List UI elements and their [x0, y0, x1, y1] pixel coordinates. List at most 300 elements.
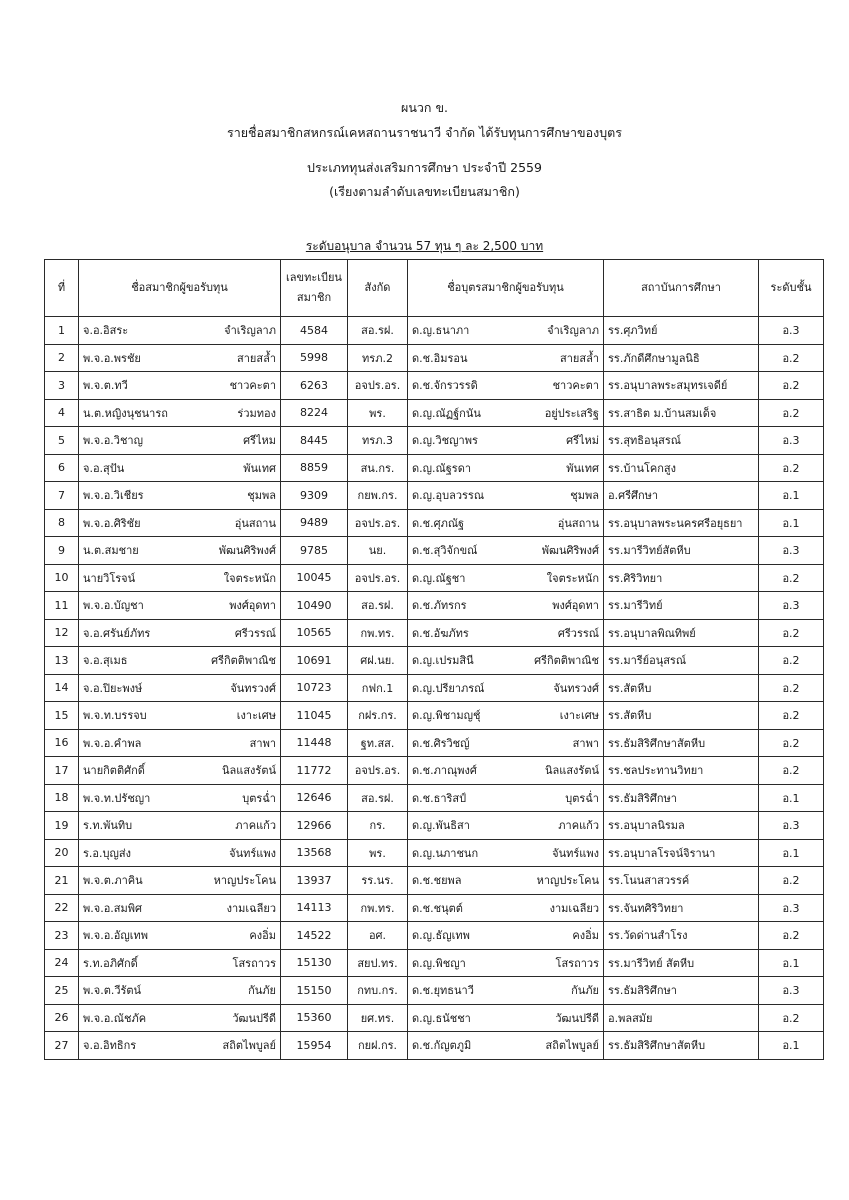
cell-level: อ.2	[759, 1004, 824, 1032]
cell-child	[408, 1004, 604, 1032]
member-first-name: พ.จ.อ.สมพิศ	[83, 901, 142, 915]
cell-level: อ.3	[759, 977, 824, 1005]
cell-member	[79, 922, 281, 950]
cell-child	[408, 344, 604, 372]
member-last-name: หาญประโคน	[213, 874, 276, 888]
member-last-name: ร่วมทอง	[237, 406, 276, 420]
table-row	[45, 647, 824, 675]
cell-member	[79, 344, 281, 372]
member-last-name: สาพา	[249, 736, 276, 750]
cell-reg-no: 15360	[281, 1004, 348, 1032]
cell-child	[408, 592, 604, 620]
cell-level: อ.2	[759, 372, 824, 400]
cell-no: 12	[45, 619, 79, 647]
member-first-name: จ.อ.สุปัน	[83, 461, 125, 475]
table-row	[45, 592, 824, 620]
cell-reg-no: 13568	[281, 839, 348, 867]
cell-level: อ.2	[759, 564, 824, 592]
table-row	[45, 1004, 824, 1032]
cell-level: อ.1	[759, 482, 824, 510]
cell-member	[79, 812, 281, 840]
cell-unit: ยศ.ทร.	[348, 1004, 408, 1032]
cell-unit: สอ.รฝ.	[348, 784, 408, 812]
cell-level: อ.2	[759, 867, 824, 895]
child-last-name: พงศ์อุดทา	[552, 599, 599, 613]
cell-no: 10	[45, 564, 79, 592]
cell-reg-no: 14522	[281, 922, 348, 950]
child-last-name: ชุมพล	[570, 489, 599, 503]
cell-reg-no: 10723	[281, 674, 348, 702]
child-first-name: ด.ช.สุวิจักขณ์	[412, 544, 478, 558]
child-last-name: สายสล้ำ	[560, 351, 599, 365]
col-header-reg-line2: สมาชิก	[296, 291, 332, 304]
member-first-name: ร.อ.บุญส่ง	[83, 846, 131, 860]
member-last-name: สถิตไพบูลย์	[222, 1039, 276, 1053]
child-first-name: ด.ญ.ณัฐชา	[412, 571, 466, 585]
cell-no: 9	[45, 537, 79, 565]
table-row	[45, 344, 824, 372]
cell-school: รร.สัตหีบ	[604, 702, 759, 730]
cell-level: อ.3	[759, 317, 824, 345]
table-row	[45, 867, 824, 895]
child-first-name: ด.ช.อัฆภัทร	[412, 626, 469, 640]
cell-child	[408, 619, 604, 647]
cell-school: รร.โนนสาสวรรค์	[604, 867, 759, 895]
child-last-name: ภาคแก้ว	[558, 819, 599, 833]
member-first-name: พ.จ.อ.วิชาญ	[83, 434, 143, 448]
cell-school: รร.ธัมสิริศึกษา	[604, 977, 759, 1005]
child-last-name: บุตรฉ่ำ	[565, 791, 599, 805]
cell-child	[408, 647, 604, 675]
col-header-child: ชื่อบุตรสมาชิกผู้ขอรับทุน	[408, 260, 604, 317]
member-first-name: พ.จ.อ.คำพล	[83, 736, 142, 750]
table-row	[45, 317, 824, 345]
cell-level: อ.2	[759, 454, 824, 482]
member-first-name: พ.จ.อ.ศิริชัย	[83, 516, 141, 530]
cell-child	[408, 977, 604, 1005]
member-last-name: คงอิ่ม	[249, 929, 276, 943]
member-first-name: พ.จ.ท.บรรจบ	[83, 709, 147, 723]
member-last-name: ชุมพล	[247, 489, 276, 503]
cell-reg-no: 5998	[281, 344, 348, 372]
child-last-name: ชาวคะตา	[552, 379, 599, 393]
scholarship-table	[44, 259, 824, 1060]
cell-level: อ.1	[759, 1032, 824, 1060]
cell-member	[79, 729, 281, 757]
member-last-name: พงศ์อุดทา	[229, 599, 276, 613]
cell-no: 11	[45, 592, 79, 620]
cell-level: อ.3	[759, 537, 824, 565]
member-first-name: จ.อ.สุเมธ	[83, 654, 128, 668]
cell-no: 20	[45, 839, 79, 867]
cell-unit: พร.	[348, 399, 408, 427]
member-last-name: วัฒนปรีดี	[232, 1011, 276, 1025]
child-last-name: กันภัย	[571, 984, 599, 998]
cell-reg-no: 12966	[281, 812, 348, 840]
table-row	[45, 977, 824, 1005]
cell-reg-no: 11772	[281, 757, 348, 785]
cell-reg-no: 4584	[281, 317, 348, 345]
cell-no: 17	[45, 757, 79, 785]
cell-no: 4	[45, 399, 79, 427]
child-last-name: พันเทศ	[566, 461, 599, 475]
cell-reg-no: 10045	[281, 564, 348, 592]
child-last-name: เงาะเศษ	[559, 709, 599, 723]
member-first-name: พ.จ.ต.วีรัตน์	[83, 984, 142, 998]
cell-unit: สอ.รฝ.	[348, 592, 408, 620]
child-first-name: ด.ญ.ณัฏฐ์กนัน	[412, 406, 481, 420]
cell-unit: อจปร.อร.	[348, 564, 408, 592]
cell-child	[408, 867, 604, 895]
cell-reg-no: 10490	[281, 592, 348, 620]
cell-school: รร.ภักดีศึกษามูลนิธิ	[604, 344, 759, 372]
member-first-name: พ.จ.อ.ณัชภัค	[83, 1011, 147, 1025]
child-last-name: อยู่ประเสริฐ	[544, 406, 599, 420]
cell-member	[79, 839, 281, 867]
child-last-name: สาพา	[572, 736, 599, 750]
cell-unit: กยพ.กร.	[348, 482, 408, 510]
table-row	[45, 619, 824, 647]
cell-child	[408, 317, 604, 345]
member-last-name: โสรถาวร	[232, 956, 276, 970]
cell-reg-no: 14113	[281, 894, 348, 922]
child-last-name: นิลแสงรัตน์	[544, 764, 599, 778]
cell-member	[79, 482, 281, 510]
table-row	[45, 399, 824, 427]
cell-no: 22	[45, 894, 79, 922]
cell-school: รร.มารีวิทย์สัตหีบ	[604, 537, 759, 565]
cell-member	[79, 317, 281, 345]
member-first-name: น.ต.หญิงนุชนารถ	[83, 406, 168, 420]
cell-no: 19	[45, 812, 79, 840]
cell-unit: กทบ.กร.	[348, 977, 408, 1005]
sort-note: (เรียงตามลำดับเลขทะเบียนสมาชิก)	[329, 184, 520, 199]
member-first-name: ร.ท.อภิศักดิ์	[83, 956, 138, 970]
table-row	[45, 729, 824, 757]
table-row	[45, 784, 824, 812]
cell-child	[408, 537, 604, 565]
cell-school: รร.อนุบาลพระนครศรีอยุธยา	[604, 509, 759, 537]
child-first-name: ด.ช.ชยพล	[412, 874, 462, 888]
table-row	[45, 812, 824, 840]
cell-level: อ.1	[759, 509, 824, 537]
child-first-name: ด.ช.ชนุตต์	[412, 901, 463, 915]
cell-child	[408, 784, 604, 812]
member-last-name: ศรีวรรณ์	[234, 626, 276, 640]
cell-unit: ศฝ.นย.	[348, 647, 408, 675]
child-first-name: ด.ญ.วิชญาพร	[412, 434, 478, 448]
cell-child	[408, 454, 604, 482]
child-first-name: ด.ช.อิมรอน	[412, 351, 468, 365]
member-first-name: ร.ท.พันทิบ	[83, 819, 133, 833]
cell-child	[408, 729, 604, 757]
cell-reg-no: 11448	[281, 729, 348, 757]
cell-school: รร.วัดด่านสำโรง	[604, 922, 759, 950]
cell-unit: อจปร.อร.	[348, 372, 408, 400]
child-last-name: โสรถาวร	[555, 956, 599, 970]
cell-no: 16	[45, 729, 79, 757]
col-header-no: ที่	[45, 260, 79, 317]
cell-member	[79, 372, 281, 400]
child-last-name: วัฒนปรีดี	[555, 1011, 599, 1025]
cell-member	[79, 784, 281, 812]
cell-reg-no: 11045	[281, 702, 348, 730]
cell-school: รร.มารีวิทย์	[604, 592, 759, 620]
cell-no: 5	[45, 427, 79, 455]
child-last-name: หาญประโคน	[536, 874, 599, 888]
member-first-name: จ.อ.ปิยะพงษ์	[83, 681, 143, 695]
cell-member	[79, 1032, 281, 1060]
member-last-name: บุตรฉ่ำ	[242, 791, 276, 805]
document-title: รายชื่อสมาชิกสหกรณ์เคหสถานราชนาวี จำกัด ได้รับทุนการศึกษาของบุตร	[227, 125, 622, 140]
child-first-name: ด.ญ.ปรียาภรณ์	[412, 681, 485, 695]
cell-school: รร.ศุภวิทย์	[604, 317, 759, 345]
cell-child	[408, 812, 604, 840]
cell-reg-no: 15130	[281, 949, 348, 977]
child-first-name: ด.ญ.ธัญเทพ	[412, 929, 470, 943]
child-first-name: ด.ญ.อุบลวรรณ	[412, 489, 485, 503]
member-first-name: นายวิโรจน์	[83, 571, 136, 585]
cell-child	[408, 922, 604, 950]
cell-child	[408, 949, 604, 977]
cell-unit: อศ.	[348, 922, 408, 950]
child-first-name: ด.ญ.พันธิสา	[412, 819, 470, 833]
cell-level: อ.3	[759, 894, 824, 922]
cell-unit: ทรภ.2	[348, 344, 408, 372]
table-row	[45, 454, 824, 482]
cell-reg-no: 9309	[281, 482, 348, 510]
child-first-name: ด.ช.ศุภณัฐ	[412, 516, 465, 530]
table-row	[45, 372, 824, 400]
cell-no: 3	[45, 372, 79, 400]
member-first-name: พ.จ.อ.วิเชียร	[83, 489, 144, 503]
child-first-name: ด.ช.ศิรวิชญ์	[412, 736, 470, 750]
cell-reg-no: 8445	[281, 427, 348, 455]
child-last-name: จันทรวงศ์	[553, 681, 599, 695]
child-first-name: ด.ช.กัญตภูมิ	[412, 1039, 472, 1053]
cell-unit: รร.นร.	[348, 867, 408, 895]
member-last-name: เงาะเศษ	[236, 709, 276, 723]
table-row	[45, 482, 824, 510]
member-last-name: ศรีกิตติพาณิช	[211, 654, 276, 668]
cell-level: อ.2	[759, 702, 824, 730]
child-first-name: ด.ญ.พิชามญชุ์	[412, 709, 481, 723]
cell-unit: กพ.ทร.	[348, 619, 408, 647]
cell-no: 15	[45, 702, 79, 730]
member-last-name: ศรีไหม	[243, 434, 276, 448]
cell-no: 27	[45, 1032, 79, 1060]
cell-school: รร.อนุบาลพระสมุทรเจดีย์	[604, 372, 759, 400]
col-header-unit: สังกัด	[348, 260, 408, 317]
cell-member	[79, 1004, 281, 1032]
child-last-name: ศรีไหม่	[566, 434, 599, 448]
cell-school: อ.ศรีศึกษา	[604, 482, 759, 510]
appendix-label: ผนวก ข.	[401, 100, 448, 115]
table-row	[45, 839, 824, 867]
cell-school: รร.สุทธิอนุสรณ์	[604, 427, 759, 455]
cell-reg-no: 15954	[281, 1032, 348, 1060]
cell-child	[408, 674, 604, 702]
child-first-name: ด.ช.ยุทธนาวี	[412, 984, 474, 998]
cell-reg-no: 12646	[281, 784, 348, 812]
cell-school: รร.ชลประทานวิทยา	[604, 757, 759, 785]
col-header-member: ชื่อสมาชิกผู้ขอรับทุน	[79, 260, 281, 317]
table-row	[45, 1032, 824, 1060]
cell-reg-no: 6263	[281, 372, 348, 400]
cell-child	[408, 372, 604, 400]
cell-level: อ.3	[759, 427, 824, 455]
child-first-name: ด.ช.จักรวรรดิ	[412, 379, 478, 393]
cell-no: 14	[45, 674, 79, 702]
table-row	[45, 537, 824, 565]
cell-unit: กร.	[348, 812, 408, 840]
cell-unit: ฐท.สส.	[348, 729, 408, 757]
cell-school: อ.พลสมัย	[604, 1004, 759, 1032]
cell-member	[79, 427, 281, 455]
cell-member	[79, 537, 281, 565]
table-row	[45, 509, 824, 537]
member-first-name: พ.จ.อ.บัญชา	[83, 599, 144, 613]
child-last-name: คงอิ่ม	[572, 929, 599, 943]
cell-level: อ.2	[759, 922, 824, 950]
child-first-name: ด.ญ.นภาชนก	[412, 846, 479, 860]
member-first-name: จ.อ.อิสระ	[83, 324, 129, 338]
cell-unit: กพ.ทร.	[348, 894, 408, 922]
child-first-name: ด.ญ.ธนัชชา	[412, 1011, 471, 1025]
cell-member	[79, 977, 281, 1005]
cell-unit: สน.กร.	[348, 454, 408, 482]
member-first-name: พ.จ.ต.ทวี	[83, 379, 128, 393]
cell-child	[408, 399, 604, 427]
child-first-name: ด.ช.ภาณุพงศ์	[412, 764, 477, 778]
cell-no: 13	[45, 647, 79, 675]
cell-reg-no: 9785	[281, 537, 348, 565]
table-row	[45, 427, 824, 455]
cell-level: อ.2	[759, 647, 824, 675]
member-last-name: ชาวคะตา	[229, 379, 276, 393]
cell-level: อ.3	[759, 592, 824, 620]
cell-member	[79, 867, 281, 895]
cell-school: รร.สาธิต ม.บ้านสมเด็จ	[604, 399, 759, 427]
cell-level: อ.1	[759, 784, 824, 812]
child-last-name: พัฒนศิริพงศ์	[541, 544, 599, 558]
cell-no: 26	[45, 1004, 79, 1032]
member-last-name: พัฒนศิริพงศ์	[218, 544, 276, 558]
child-first-name: ด.ญ.ธนาภา	[412, 324, 470, 338]
member-first-name: พ.จ.อ.พรชัย	[83, 351, 141, 365]
child-last-name: อุ่นสถาน	[557, 516, 599, 530]
cell-reg-no: 10565	[281, 619, 348, 647]
table-body	[45, 317, 824, 1060]
table-header-row	[45, 260, 824, 317]
table-row	[45, 702, 824, 730]
section-subtitle: ระดับอนุบาล จำนวน 57 ทุน ๆ ละ 2,500 บาท	[305, 239, 544, 253]
cell-member	[79, 894, 281, 922]
child-last-name: ใจตระหนัก	[546, 571, 599, 585]
cell-level: อ.2	[759, 757, 824, 785]
cell-no: 18	[45, 784, 79, 812]
cell-school: รร.ธัมสิริศึกษาสัตหีบ	[604, 729, 759, 757]
cell-unit: นย.	[348, 537, 408, 565]
child-first-name: ด.ญ.พิชญา	[412, 956, 466, 970]
cell-reg-no: 10691	[281, 647, 348, 675]
child-first-name: ด.ญ.ณัฐรดา	[412, 461, 472, 475]
cell-child	[408, 509, 604, 537]
cell-no: 25	[45, 977, 79, 1005]
cell-member	[79, 674, 281, 702]
cell-unit: ทรภ.3	[348, 427, 408, 455]
cell-reg-no: 13937	[281, 867, 348, 895]
table-row	[45, 894, 824, 922]
cell-member	[79, 757, 281, 785]
cell-unit: กยฝ.กร.	[348, 1032, 408, 1060]
child-last-name: งามเฉลียว	[549, 901, 599, 915]
cell-no: 8	[45, 509, 79, 537]
cell-level: อ.2	[759, 399, 824, 427]
cell-unit: อจปร.อร.	[348, 757, 408, 785]
member-last-name: จันทรวงศ์	[230, 681, 276, 695]
cell-level: อ.2	[759, 674, 824, 702]
cell-child	[408, 839, 604, 867]
cell-member	[79, 454, 281, 482]
cell-reg-no: 8859	[281, 454, 348, 482]
member-last-name: จันทร์แพง	[229, 846, 276, 860]
member-first-name: นายกิตติศักดิ์	[83, 764, 145, 778]
col-header-level: ระดับชั้น	[759, 260, 824, 317]
table-row	[45, 922, 824, 950]
cell-no: 6	[45, 454, 79, 482]
cell-unit: กฟก.1	[348, 674, 408, 702]
child-first-name: ด.ญ.เปรมสินี	[412, 654, 474, 668]
member-last-name: ใจตระหนัก	[223, 571, 276, 585]
child-last-name: ศรีกิตติพาณิช	[534, 654, 599, 668]
cell-member	[79, 702, 281, 730]
member-first-name: พ.จ.ท.ปรัชญา	[83, 791, 151, 805]
cell-unit: พร.	[348, 839, 408, 867]
cell-school: รร.บ้านโคกสูง	[604, 454, 759, 482]
cell-unit: สยป.ทร.	[348, 949, 408, 977]
cell-unit: สอ.รฝ.	[348, 317, 408, 345]
cell-no: 21	[45, 867, 79, 895]
cell-member	[79, 592, 281, 620]
cell-child	[408, 564, 604, 592]
member-last-name: ภาคแก้ว	[235, 819, 276, 833]
member-last-name: นิลแสงรัตน์	[221, 764, 276, 778]
cell-school: รร.จันทศิริวิทยา	[604, 894, 759, 922]
cell-level: อ.2	[759, 729, 824, 757]
cell-child	[408, 757, 604, 785]
cell-member	[79, 619, 281, 647]
cell-child	[408, 1032, 604, 1060]
cell-reg-no: 15150	[281, 977, 348, 1005]
cell-reg-no: 9489	[281, 509, 348, 537]
child-last-name: จำเริญลาภ	[547, 324, 599, 338]
member-first-name: พ.จ.อ.อัญเทพ	[83, 929, 149, 943]
table-row	[45, 564, 824, 592]
cell-school: รร.อนุบาลโรจน์จิรานา	[604, 839, 759, 867]
cell-school: รร.ศิริวิทยา	[604, 564, 759, 592]
child-last-name: จันทร์แพง	[552, 846, 599, 860]
cell-unit: อจปร.อร.	[348, 509, 408, 537]
child-first-name: ด.ช.ธาริสป์	[412, 791, 467, 805]
cell-member	[79, 399, 281, 427]
cell-reg-no: 8224	[281, 399, 348, 427]
cell-school: รร.มารีวิทย์ สัตหีบ	[604, 949, 759, 977]
cell-no: 1	[45, 317, 79, 345]
cell-no: 7	[45, 482, 79, 510]
cell-child	[408, 894, 604, 922]
child-last-name: สถิตไพบูลย์	[545, 1039, 599, 1053]
